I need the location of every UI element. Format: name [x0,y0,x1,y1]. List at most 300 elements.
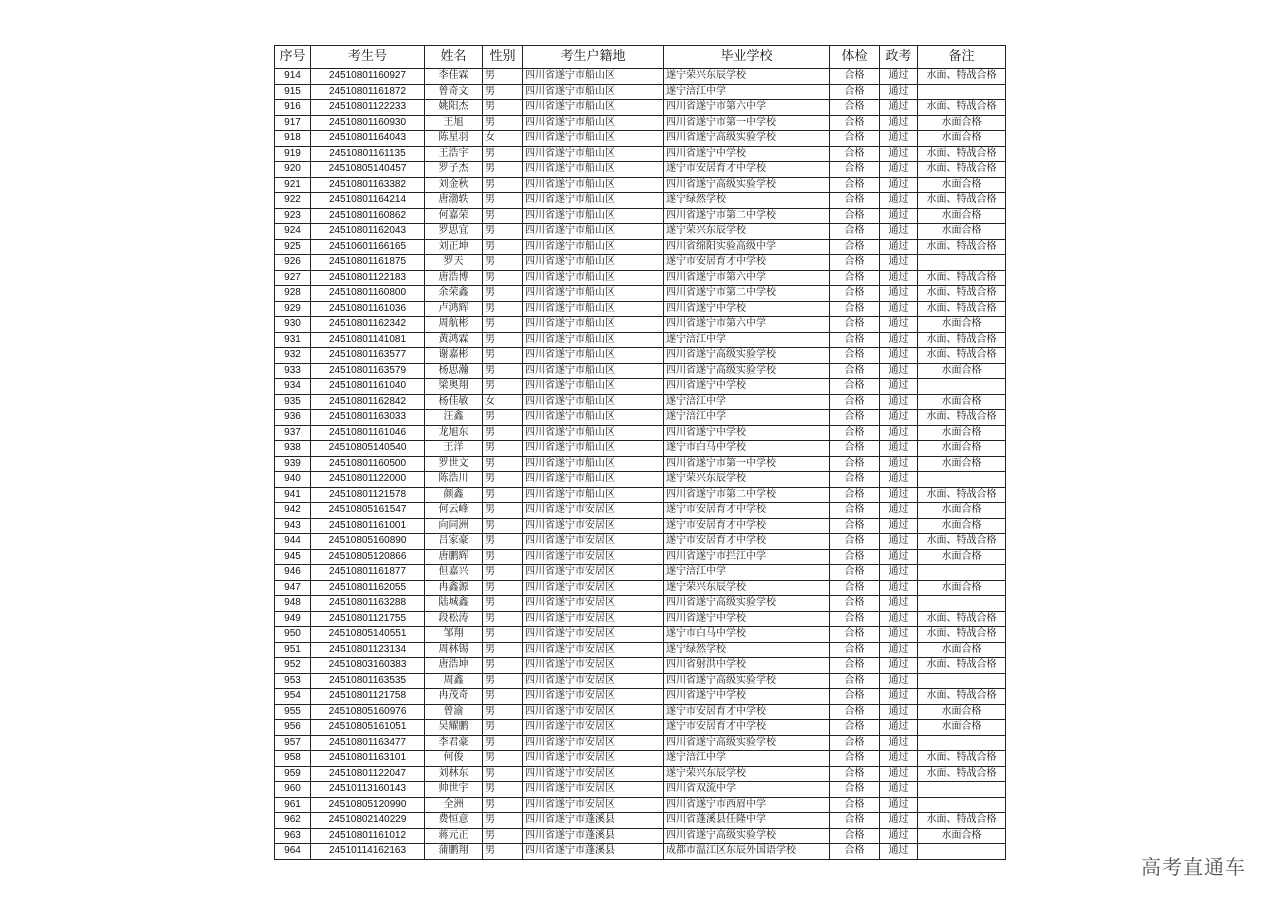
table-header [275,46,1006,69]
name-cell: 李君豪 [425,735,483,751]
table-row [275,208,1006,224]
seq-cell: 958 [275,751,311,767]
exam-id-cell: 24510801163477 [311,735,425,751]
table-row [275,270,1006,286]
school-cell: 遂宁市安居育才中学校 [664,518,830,534]
remarks-cell [918,782,1006,798]
political-cell: 通过 [880,348,918,364]
table-row [275,735,1006,751]
name-cell: 唐鹏辉 [425,549,483,565]
political-cell: 通过 [880,286,918,302]
school-cell: 遂宁涪江中学 [664,332,830,348]
exam-id-cell: 24510801160800 [311,286,425,302]
gender-cell: 男 [483,84,523,100]
school-cell: 四川省遂宁高级实验学校 [664,735,830,751]
gender-cell: 男 [483,162,523,178]
seq-cell: 945 [275,549,311,565]
name-cell: 陆城鑫 [425,596,483,612]
header-household: 考生户籍地 [523,46,664,69]
school-cell: 四川省遂宁中学校 [664,689,830,705]
table-row [275,673,1006,689]
household-cell: 四川省遂宁市安居区 [523,503,664,519]
household-cell: 四川省遂宁市安居区 [523,518,664,534]
exam-id-cell: 24510801163579 [311,363,425,379]
name-cell: 刘正坤 [425,239,483,255]
school-cell: 遂宁荣兴东辰学校 [664,69,830,85]
table-row [275,332,1006,348]
gender-cell: 男 [483,456,523,472]
remarks-cell [918,844,1006,860]
exam-id-cell: 24510802140229 [311,813,425,829]
exam-id-cell: 24510801122000 [311,472,425,488]
political-cell: 通过 [880,704,918,720]
political-cell: 通过 [880,239,918,255]
household-cell: 四川省遂宁市船山区 [523,193,664,209]
seq-cell: 950 [275,627,311,643]
school-cell: 四川省遂宁市西眉中学 [664,797,830,813]
physical-cell: 合格 [830,394,880,410]
table-row [275,503,1006,519]
seq-cell: 952 [275,658,311,674]
physical-cell: 合格 [830,131,880,147]
remarks-cell: 水面合格 [918,580,1006,596]
political-cell: 通过 [880,146,918,162]
exam-id-cell: 24510801164043 [311,131,425,147]
name-cell: 王旭 [425,115,483,131]
name-cell: 杨佳敏 [425,394,483,410]
physical-cell: 合格 [830,379,880,395]
political-cell: 通过 [880,658,918,674]
physical-cell: 合格 [830,301,880,317]
seq-cell: 960 [275,782,311,798]
exam-id-cell: 24510801160930 [311,115,425,131]
remarks-cell: 水面、特战合格 [918,100,1006,116]
remarks-cell: 水面、特战合格 [918,348,1006,364]
household-cell: 四川省遂宁市船山区 [523,348,664,364]
political-cell: 通过 [880,611,918,627]
gender-cell: 男 [483,704,523,720]
physical-cell: 合格 [830,673,880,689]
exam-id-cell: 24510801121755 [311,611,425,627]
remarks-cell [918,255,1006,271]
seq-cell: 930 [275,317,311,333]
school-cell: 遂宁荣兴东辰学校 [664,224,830,240]
name-cell: 罗天 [425,255,483,271]
exam-id-cell: 24510805161051 [311,720,425,736]
exam-id-cell: 24510805160976 [311,704,425,720]
household-cell: 四川省遂宁市船山区 [523,84,664,100]
header-remarks: 备注 [918,46,1006,69]
political-cell: 通过 [880,828,918,844]
political-cell: 通过 [880,162,918,178]
name-cell: 唐浩博 [425,270,483,286]
exam-id-cell: 24510805140551 [311,627,425,643]
remarks-cell: 水面、特战合格 [918,751,1006,767]
school-cell: 遂宁市安居育才中学校 [664,534,830,550]
seq-cell: 937 [275,425,311,441]
physical-cell: 合格 [830,410,880,426]
remarks-cell [918,84,1006,100]
political-cell: 通过 [880,115,918,131]
political-cell: 通过 [880,208,918,224]
seq-cell: 923 [275,208,311,224]
table-row [275,565,1006,581]
table-row [275,596,1006,612]
gender-cell: 男 [483,596,523,612]
seq-cell: 917 [275,115,311,131]
gender-cell: 男 [483,255,523,271]
political-cell: 通过 [880,797,918,813]
gender-cell: 男 [483,270,523,286]
exam-id-cell: 24510113160143 [311,782,425,798]
physical-cell: 合格 [830,162,880,178]
household-cell: 四川省遂宁市船山区 [523,115,664,131]
seq-cell: 954 [275,689,311,705]
exam-id-cell: 24510801161012 [311,828,425,844]
physical-cell: 合格 [830,720,880,736]
physical-cell: 合格 [830,766,880,782]
name-cell: 吕家豪 [425,534,483,550]
household-cell: 四川省遂宁市船山区 [523,394,664,410]
political-cell: 通过 [880,534,918,550]
table-row [275,534,1006,550]
table-row [275,394,1006,410]
seq-cell: 961 [275,797,311,813]
exam-id-cell: 24510801141081 [311,332,425,348]
physical-cell: 合格 [830,735,880,751]
gender-cell: 男 [483,69,523,85]
exam-id-cell: 24510801122183 [311,270,425,286]
remarks-cell: 水面合格 [918,503,1006,519]
school-cell: 四川省遂宁中学校 [664,146,830,162]
political-cell: 通过 [880,177,918,193]
remarks-cell: 水面、特战合格 [918,658,1006,674]
school-cell: 遂宁荣兴东辰学校 [664,580,830,596]
table-row [275,131,1006,147]
gender-cell: 男 [483,797,523,813]
household-cell: 四川省遂宁市安居区 [523,596,664,612]
political-cell: 通过 [880,270,918,286]
name-cell: 何云峰 [425,503,483,519]
exam-id-cell: 24510801163577 [311,348,425,364]
school-cell: 四川省射洪中学校 [664,658,830,674]
seq-cell: 936 [275,410,311,426]
household-cell: 四川省遂宁市安居区 [523,549,664,565]
seq-cell: 914 [275,69,311,85]
exam-id-cell: 24510801122233 [311,100,425,116]
political-cell: 通过 [880,751,918,767]
household-cell: 四川省遂宁市船山区 [523,379,664,395]
exam-id-cell: 24510801121758 [311,689,425,705]
remarks-cell: 水面合格 [918,363,1006,379]
table-row [275,115,1006,131]
gender-cell: 男 [483,100,523,116]
household-cell: 四川省遂宁市安居区 [523,751,664,767]
seq-cell: 938 [275,441,311,457]
school-cell: 遂宁市安居育才中学校 [664,704,830,720]
gender-cell: 男 [483,751,523,767]
name-cell: 汪鑫 [425,410,483,426]
household-cell: 四川省遂宁市船山区 [523,487,664,503]
gender-cell: 男 [483,580,523,596]
political-cell: 通过 [880,255,918,271]
table-row [275,844,1006,860]
seq-cell: 933 [275,363,311,379]
name-cell: 全洲 [425,797,483,813]
household-cell: 四川省遂宁市安居区 [523,797,664,813]
school-cell: 四川省遂宁高级实验学校 [664,131,830,147]
political-cell: 通过 [880,363,918,379]
exam-id-cell: 24510801160862 [311,208,425,224]
physical-cell: 合格 [830,84,880,100]
remarks-cell: 水面合格 [918,115,1006,131]
household-cell: 四川省遂宁市船山区 [523,146,664,162]
table-row [275,766,1006,782]
physical-cell: 合格 [830,208,880,224]
seq-cell: 919 [275,146,311,162]
header-physical: 体检 [830,46,880,69]
gender-cell: 男 [483,658,523,674]
seq-cell: 941 [275,487,311,503]
physical-cell: 合格 [830,518,880,534]
school-cell: 四川省双流中学 [664,782,830,798]
school-cell: 遂宁市安居育才中学校 [664,503,830,519]
name-cell: 冉鑫源 [425,580,483,596]
gender-cell: 男 [483,441,523,457]
exam-id-cell: 24510801163382 [311,177,425,193]
gender-cell: 男 [483,549,523,565]
gender-cell: 男 [483,813,523,829]
seq-cell: 918 [275,131,311,147]
exam-id-cell: 24510801162842 [311,394,425,410]
gender-cell: 女 [483,131,523,147]
school-cell: 遂宁涪江中学 [664,565,830,581]
table-row [275,627,1006,643]
table-row [275,379,1006,395]
physical-cell: 合格 [830,456,880,472]
physical-cell: 合格 [830,472,880,488]
seq-cell: 940 [275,472,311,488]
name-cell: 唐渤轶 [425,193,483,209]
remarks-cell: 水面合格 [918,131,1006,147]
remarks-cell: 水面、特战合格 [918,193,1006,209]
header-name: 姓名 [425,46,483,69]
physical-cell: 合格 [830,425,880,441]
political-cell: 通过 [880,735,918,751]
remarks-cell: 水面、特战合格 [918,286,1006,302]
political-cell: 通过 [880,580,918,596]
remarks-cell: 水面、特战合格 [918,627,1006,643]
table-row [275,84,1006,100]
name-cell: 邹翔 [425,627,483,643]
name-cell: 余荣鑫 [425,286,483,302]
gender-cell: 男 [483,379,523,395]
exam-id-cell: 24510801122047 [311,766,425,782]
political-cell: 通过 [880,301,918,317]
name-cell: 李佳霖 [425,69,483,85]
school-cell: 四川省遂宁中学校 [664,611,830,627]
seq-cell: 916 [275,100,311,116]
household-cell: 四川省遂宁市安居区 [523,627,664,643]
table-row [275,813,1006,829]
political-cell: 通过 [880,642,918,658]
gender-cell: 男 [483,673,523,689]
school-cell: 四川省遂宁高级实验学校 [664,673,830,689]
school-cell: 四川省遂宁高级实验学校 [664,348,830,364]
school-cell: 四川省遂宁高级实验学校 [664,828,830,844]
table-row [275,456,1006,472]
household-cell: 四川省遂宁市安居区 [523,642,664,658]
household-cell: 四川省遂宁市船山区 [523,425,664,441]
school-cell: 遂宁荣兴东辰学校 [664,472,830,488]
seq-cell: 929 [275,301,311,317]
exam-id-cell: 24510801164214 [311,193,425,209]
physical-cell: 合格 [830,797,880,813]
table-row [275,363,1006,379]
remarks-cell [918,472,1006,488]
name-cell: 吴耀鹏 [425,720,483,736]
remarks-cell: 水面合格 [918,317,1006,333]
table-row [275,239,1006,255]
remarks-cell: 水面合格 [918,208,1006,224]
physical-cell: 合格 [830,565,880,581]
physical-cell: 合格 [830,704,880,720]
gender-cell: 男 [483,177,523,193]
gender-cell: 男 [483,301,523,317]
seq-cell: 928 [275,286,311,302]
seq-cell: 921 [275,177,311,193]
physical-cell: 合格 [830,611,880,627]
table-row [275,193,1006,209]
school-cell: 遂宁绿然学校 [664,642,830,658]
name-cell: 何嘉荣 [425,208,483,224]
exam-id-cell: 24510801123134 [311,642,425,658]
household-cell: 四川省遂宁市船山区 [523,317,664,333]
school-cell: 成都市温江区东辰外国语学校 [664,844,830,860]
gender-cell: 男 [483,332,523,348]
seq-cell: 924 [275,224,311,240]
physical-cell: 合格 [830,270,880,286]
remarks-cell [918,379,1006,395]
gender-cell: 男 [483,689,523,705]
school-cell: 遂宁涪江中学 [664,84,830,100]
seq-cell: 948 [275,596,311,612]
remarks-cell: 水面、特战合格 [918,270,1006,286]
school-cell: 遂宁绿然学校 [664,193,830,209]
school-cell: 四川省遂宁中学校 [664,301,830,317]
remarks-cell: 水面合格 [918,441,1006,457]
remarks-cell: 水面、特战合格 [918,332,1006,348]
political-cell: 通过 [880,673,918,689]
exam-id-cell: 24510801163033 [311,410,425,426]
political-cell: 通过 [880,410,918,426]
exam-id-cell: 24510801163288 [311,596,425,612]
gender-cell: 女 [483,394,523,410]
household-cell: 四川省遂宁市船山区 [523,270,664,286]
household-cell: 四川省遂宁市船山区 [523,456,664,472]
school-cell: 四川省遂宁市拦江中学 [664,549,830,565]
seq-cell: 922 [275,193,311,209]
household-cell: 四川省遂宁市船山区 [523,332,664,348]
political-cell: 通过 [880,332,918,348]
physical-cell: 合格 [830,813,880,829]
political-cell: 通过 [880,487,918,503]
table-row [275,518,1006,534]
political-cell: 通过 [880,627,918,643]
household-cell: 四川省遂宁市船山区 [523,472,664,488]
household-cell: 四川省遂宁市安居区 [523,580,664,596]
political-cell: 通过 [880,503,918,519]
seq-cell: 964 [275,844,311,860]
household-cell: 四川省遂宁市船山区 [523,441,664,457]
name-cell: 龙旭东 [425,425,483,441]
exam-id-cell: 24510114162163 [311,844,425,860]
table-row [275,549,1006,565]
exam-id-cell: 24510805160890 [311,534,425,550]
political-cell: 通过 [880,224,918,240]
political-cell: 通过 [880,596,918,612]
seq-cell: 962 [275,813,311,829]
name-cell: 陈浩川 [425,472,483,488]
remarks-cell: 水面合格 [918,425,1006,441]
school-cell: 四川省遂宁高级实验学校 [664,177,830,193]
name-cell: 但嘉兴 [425,565,483,581]
school-cell: 四川省遂宁中学校 [664,379,830,395]
physical-cell: 合格 [830,286,880,302]
physical-cell: 合格 [830,580,880,596]
table-row [275,100,1006,116]
gender-cell: 男 [483,766,523,782]
remarks-cell: 水面合格 [918,720,1006,736]
seq-cell: 926 [275,255,311,271]
gender-cell: 男 [483,286,523,302]
name-cell: 姚阳杰 [425,100,483,116]
physical-cell: 合格 [830,658,880,674]
household-cell: 四川省遂宁市蓬溪县 [523,828,664,844]
school-cell: 四川省遂宁市第六中学 [664,317,830,333]
physical-cell: 合格 [830,255,880,271]
physical-cell: 合格 [830,503,880,519]
school-cell: 四川省遂宁市第二中学校 [664,286,830,302]
household-cell: 四川省遂宁市船山区 [523,162,664,178]
household-cell: 四川省遂宁市安居区 [523,673,664,689]
household-cell: 四川省遂宁市船山区 [523,208,664,224]
gender-cell: 男 [483,534,523,550]
seq-cell: 942 [275,503,311,519]
seq-cell: 956 [275,720,311,736]
remarks-cell: 水面、特战合格 [918,813,1006,829]
remarks-cell: 水面、特战合格 [918,689,1006,705]
table-row [275,472,1006,488]
seq-cell: 946 [275,565,311,581]
name-cell: 刘金秋 [425,177,483,193]
seq-cell: 939 [275,456,311,472]
table-row [275,301,1006,317]
name-cell: 周林锡 [425,642,483,658]
seq-cell: 947 [275,580,311,596]
name-cell: 王洋 [425,441,483,457]
physical-cell: 合格 [830,193,880,209]
remarks-cell: 水面、特战合格 [918,301,1006,317]
school-cell: 四川省遂宁市第二中学校 [664,487,830,503]
gender-cell: 男 [483,844,523,860]
seq-cell: 953 [275,673,311,689]
table-row [275,689,1006,705]
name-cell: 费恒意 [425,813,483,829]
gender-cell: 男 [483,115,523,131]
table-row [275,224,1006,240]
remarks-cell: 水面、特战合格 [918,69,1006,85]
